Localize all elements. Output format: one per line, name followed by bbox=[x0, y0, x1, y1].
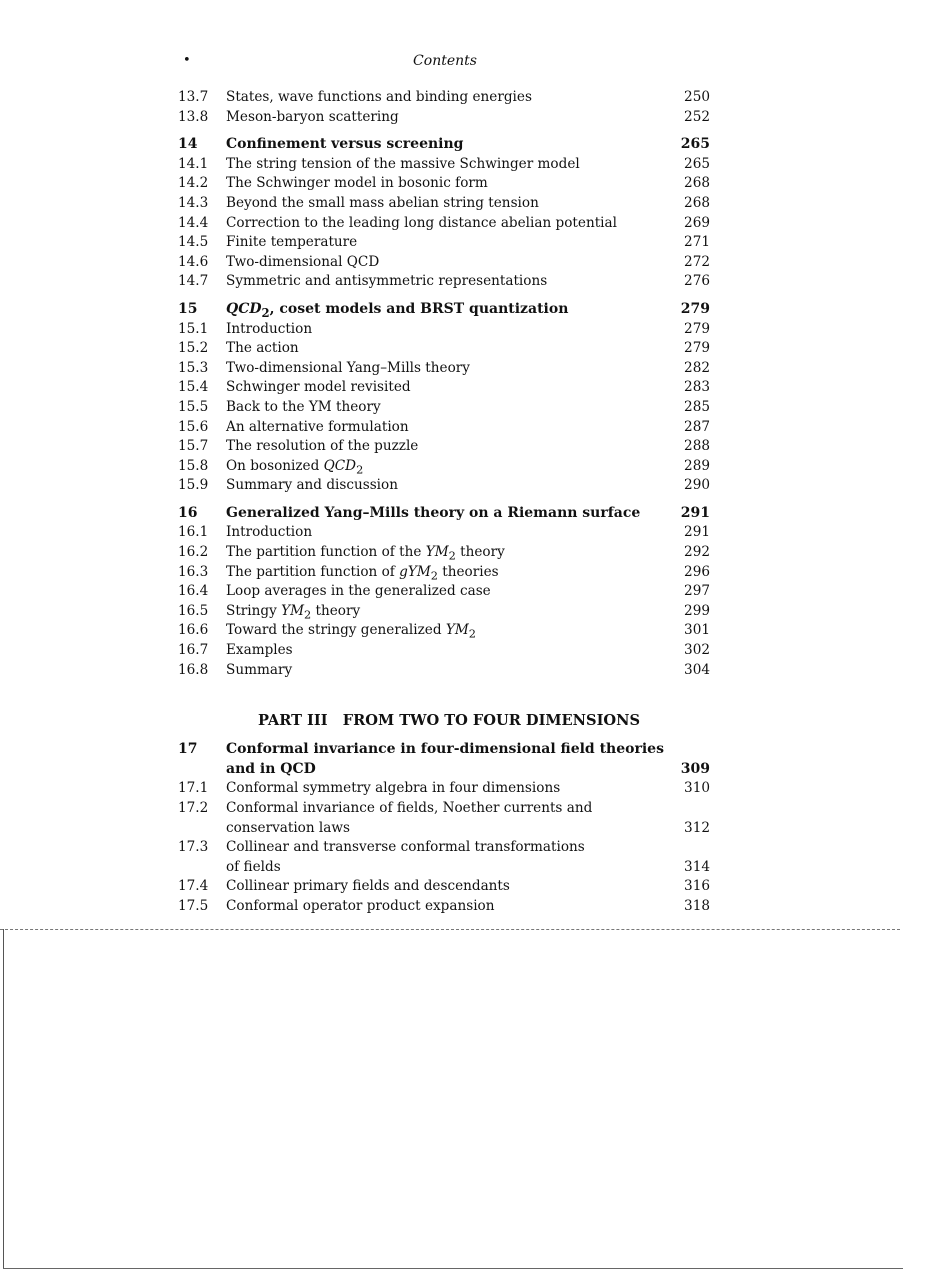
header-bullet: • bbox=[183, 53, 191, 68]
title-text-end: theory bbox=[455, 544, 505, 561]
title-text: Toward the stringy generalized bbox=[226, 622, 446, 639]
section-title: Meson-baryon scattering bbox=[226, 108, 399, 125]
title-text: The partition function of bbox=[226, 563, 400, 580]
section-title-line2: conservation laws bbox=[226, 819, 350, 836]
chapter-number: 15 bbox=[178, 300, 198, 317]
subscript: 2 bbox=[304, 607, 312, 622]
ym-symbol: YM bbox=[445, 622, 469, 639]
section-number: 14.2 bbox=[178, 175, 209, 192]
section-title: Loop averages in the generalized case bbox=[226, 583, 491, 600]
title-text: On bosonized bbox=[226, 457, 324, 474]
page-number: 290 bbox=[684, 477, 710, 494]
section-number: 15.6 bbox=[178, 418, 209, 435]
section-title: Conformal symmetry algebra in four dimensions bbox=[226, 780, 561, 797]
section-title: The resolution of the puzzle bbox=[226, 438, 419, 455]
scan-edge-left bbox=[3, 929, 4, 1269]
toc-chapter-16[interactable] bbox=[178, 504, 710, 524]
page-number: 250 bbox=[684, 89, 710, 105]
subscript: 2 bbox=[448, 548, 456, 563]
running-head-title: Contents bbox=[413, 53, 477, 69]
section-number: 16.2 bbox=[178, 544, 209, 561]
title-text-end: theory bbox=[311, 602, 361, 619]
toc-entry-15-7[interactable] bbox=[178, 437, 710, 457]
section-title: Correction to the leading long distance abelian potential bbox=[226, 214, 617, 231]
page-number: 302 bbox=[684, 642, 710, 659]
section-title bbox=[226, 838, 666, 877]
toc-entry-15-4[interactable] bbox=[178, 378, 710, 398]
page-number: 316 bbox=[684, 878, 710, 895]
qcd-symbol: QCD bbox=[323, 457, 357, 474]
section-number: 16.8 bbox=[178, 661, 209, 678]
page-number: 279 bbox=[684, 320, 710, 337]
section-title: Introduction bbox=[226, 524, 313, 541]
toc-entry-15-3[interactable] bbox=[178, 359, 710, 379]
section-number: 15.3 bbox=[178, 359, 209, 376]
section-title: Conformal operator product expansion bbox=[226, 897, 495, 914]
section-number: 14.5 bbox=[178, 234, 209, 251]
toc-entry-15-9[interactable] bbox=[178, 476, 710, 496]
toc-entry-16-1[interactable] bbox=[178, 523, 710, 543]
section-title: Two-dimensional Yang–Mills theory bbox=[226, 359, 470, 376]
toc-entry-16-7[interactable] bbox=[178, 641, 710, 661]
page-number: 276 bbox=[684, 273, 710, 290]
title-text: The partition function of the bbox=[226, 544, 426, 561]
page-number: 301 bbox=[684, 622, 710, 639]
page-number: 269 bbox=[684, 214, 710, 231]
section-number: 17.1 bbox=[178, 780, 209, 797]
toc-entry-16-4[interactable] bbox=[178, 582, 710, 602]
toc-entry-14-1[interactable] bbox=[178, 155, 710, 175]
section-number: 13.8 bbox=[178, 108, 209, 125]
section-title: Summary and discussion bbox=[226, 477, 398, 494]
subscript: 2 bbox=[430, 568, 438, 583]
page-number: 314 bbox=[684, 858, 710, 875]
section-number: 16.5 bbox=[178, 602, 209, 619]
subscript: 2 bbox=[468, 627, 476, 642]
toc-entry-16-5[interactable] bbox=[178, 602, 710, 622]
toc-chapter-14[interactable] bbox=[178, 135, 710, 155]
section-title-line2: of fields bbox=[226, 858, 281, 875]
gym-symbol: gYM bbox=[399, 563, 431, 580]
chapter-title: Generalized Yang–Mills theory on a Riemann surface bbox=[226, 504, 641, 521]
page-number: 268 bbox=[684, 194, 710, 211]
chapter-number: 17 bbox=[178, 741, 198, 758]
section-number: 14.4 bbox=[178, 214, 209, 231]
toc-entry-16-8[interactable] bbox=[178, 661, 710, 681]
section-number: 15.5 bbox=[178, 398, 209, 415]
toc-entry-15-6[interactable] bbox=[178, 418, 710, 438]
table-of-contents bbox=[178, 88, 710, 917]
section-title: Examples bbox=[226, 642, 293, 659]
page-number: 309 bbox=[680, 760, 710, 777]
section-number: 14.7 bbox=[178, 273, 209, 290]
page-number: 272 bbox=[684, 253, 710, 270]
section-title: Collinear primary fields and descendants bbox=[226, 878, 510, 895]
scan-edge-bottom bbox=[3, 1268, 903, 1269]
section-number: 15.1 bbox=[178, 320, 209, 337]
chapter-title-rest: , coset models and BRST quantization bbox=[269, 300, 569, 317]
section-title: States, wave functions and binding energies bbox=[226, 89, 532, 105]
section-title: An alternative formulation bbox=[226, 418, 409, 435]
section-title: Introduction bbox=[226, 320, 313, 337]
section-title: Symmetric and antisymmetric representations bbox=[226, 273, 548, 290]
section-title-line1: Conformal invariance of fields, Noether currents and bbox=[226, 800, 593, 816]
toc-entry-13-7[interactable] bbox=[178, 88, 710, 108]
section-number: 15.7 bbox=[178, 438, 209, 455]
section-number: 14.6 bbox=[178, 253, 209, 270]
subscript: 2 bbox=[356, 462, 364, 477]
section-number: 17.2 bbox=[178, 800, 209, 816]
chapter-title: Confinement versus screening bbox=[226, 136, 464, 153]
section-title: Two-dimensional QCD bbox=[226, 253, 380, 270]
part-heading[interactable]: PART III FROM TWO TO FOUR DIMENSIONS bbox=[258, 712, 640, 730]
toc-entry-15-2[interactable] bbox=[178, 339, 710, 359]
section-number: 17.3 bbox=[178, 839, 209, 856]
toc-entry-13-8[interactable] bbox=[178, 108, 710, 128]
page-number: 285 bbox=[684, 398, 710, 415]
section-number: 15.4 bbox=[178, 379, 209, 396]
section-number: 17.5 bbox=[178, 897, 209, 914]
page-number: 282 bbox=[684, 359, 710, 376]
scan-edge-top bbox=[0, 929, 900, 930]
section-title: Back to the YM theory bbox=[226, 398, 381, 415]
page-number: 297 bbox=[684, 583, 710, 600]
toc-entry-14-5[interactable] bbox=[178, 233, 710, 253]
page-number: 268 bbox=[684, 175, 710, 192]
qcd-symbol: QCD bbox=[226, 300, 262, 317]
ym-symbol: YM bbox=[425, 544, 449, 561]
section-title: Finite temperature bbox=[226, 234, 358, 251]
running-header bbox=[180, 52, 710, 70]
chapter-number: 16 bbox=[178, 504, 198, 521]
page-number: 291 bbox=[684, 524, 710, 541]
title-text-end: theories bbox=[437, 563, 499, 580]
section-title: The action bbox=[226, 340, 299, 357]
section-title-line1: Collinear and transverse conformal transformations bbox=[226, 839, 585, 856]
toc-entry-17-2[interactable] bbox=[178, 799, 710, 838]
page-number: 265 bbox=[680, 136, 710, 153]
toc-entry-16-3[interactable] bbox=[178, 563, 710, 583]
toc-entry-15-1[interactable] bbox=[178, 320, 710, 340]
page-number: 287 bbox=[684, 418, 710, 435]
page-number: 310 bbox=[684, 780, 710, 797]
chapter-title bbox=[226, 740, 696, 779]
subscript: 2 bbox=[261, 305, 270, 320]
page-number: 291 bbox=[680, 504, 710, 521]
section-number: 15.8 bbox=[178, 457, 209, 474]
chapter-number: 14 bbox=[178, 136, 198, 153]
page-number: 265 bbox=[684, 155, 710, 172]
ym-symbol: YM bbox=[281, 602, 304, 619]
section-title bbox=[226, 799, 666, 838]
page-number: 288 bbox=[684, 438, 710, 455]
section-number: 16.6 bbox=[178, 622, 209, 639]
page-number: 252 bbox=[684, 108, 710, 125]
toc-entry-14-3[interactable] bbox=[178, 194, 710, 214]
toc-entry-17-5[interactable] bbox=[178, 897, 710, 917]
section-number: 14.1 bbox=[178, 155, 209, 172]
page-number: 279 bbox=[680, 300, 710, 317]
toc-entry-14-2[interactable] bbox=[178, 174, 710, 194]
toc-entry-15-8[interactable] bbox=[178, 457, 710, 477]
page-number: 271 bbox=[684, 234, 710, 251]
section-number: 16.7 bbox=[178, 642, 209, 659]
page-number: 292 bbox=[684, 544, 710, 561]
section-number: 16.3 bbox=[178, 563, 209, 580]
toc-chapter-15[interactable] bbox=[178, 300, 710, 320]
page-number: 299 bbox=[684, 602, 710, 619]
page-number: 279 bbox=[684, 340, 710, 357]
page-number: 318 bbox=[684, 897, 710, 914]
page-number: 289 bbox=[684, 457, 710, 474]
section-number: 13.7 bbox=[178, 89, 209, 105]
section-title: Summary bbox=[226, 661, 293, 678]
chapter-title-line1: Conformal invariance in four-dimensional field theories bbox=[226, 741, 664, 758]
page-number: 296 bbox=[684, 563, 710, 580]
toc-chapter-17[interactable] bbox=[178, 740, 710, 779]
toc-entry-15-5[interactable] bbox=[178, 398, 710, 418]
section-title: Schwinger model revisited bbox=[226, 379, 411, 396]
toc-entry-16-6[interactable] bbox=[178, 621, 710, 641]
section-number: 15.9 bbox=[178, 477, 209, 494]
section-title: The string tension of the massive Schwinger model bbox=[226, 155, 580, 172]
toc-entry-17-4[interactable] bbox=[178, 877, 710, 897]
chapter-title-line2: and in QCD bbox=[226, 760, 316, 777]
toc-entry-14-6[interactable] bbox=[178, 253, 710, 273]
toc-entry-17-3[interactable] bbox=[178, 838, 710, 877]
section-number: 14.3 bbox=[178, 194, 209, 211]
section-title: Beyond the small mass abelian string tension bbox=[226, 194, 539, 211]
section-title: The Schwinger model in bosonic form bbox=[226, 175, 488, 192]
toc-entry-14-4[interactable] bbox=[178, 214, 710, 234]
page-number: 283 bbox=[684, 379, 710, 396]
section-number: 16.1 bbox=[178, 524, 209, 541]
title-text: Stringy bbox=[226, 602, 282, 619]
page-number: 304 bbox=[684, 661, 710, 678]
page-number: 312 bbox=[684, 819, 710, 836]
section-number: 15.2 bbox=[178, 340, 209, 357]
toc-entry-17-1[interactable] bbox=[178, 779, 710, 799]
section-number: 16.4 bbox=[178, 583, 209, 600]
toc-entry-16-2[interactable] bbox=[178, 543, 710, 563]
section-number: 17.4 bbox=[178, 878, 209, 895]
toc-entry-14-7[interactable] bbox=[178, 272, 710, 292]
